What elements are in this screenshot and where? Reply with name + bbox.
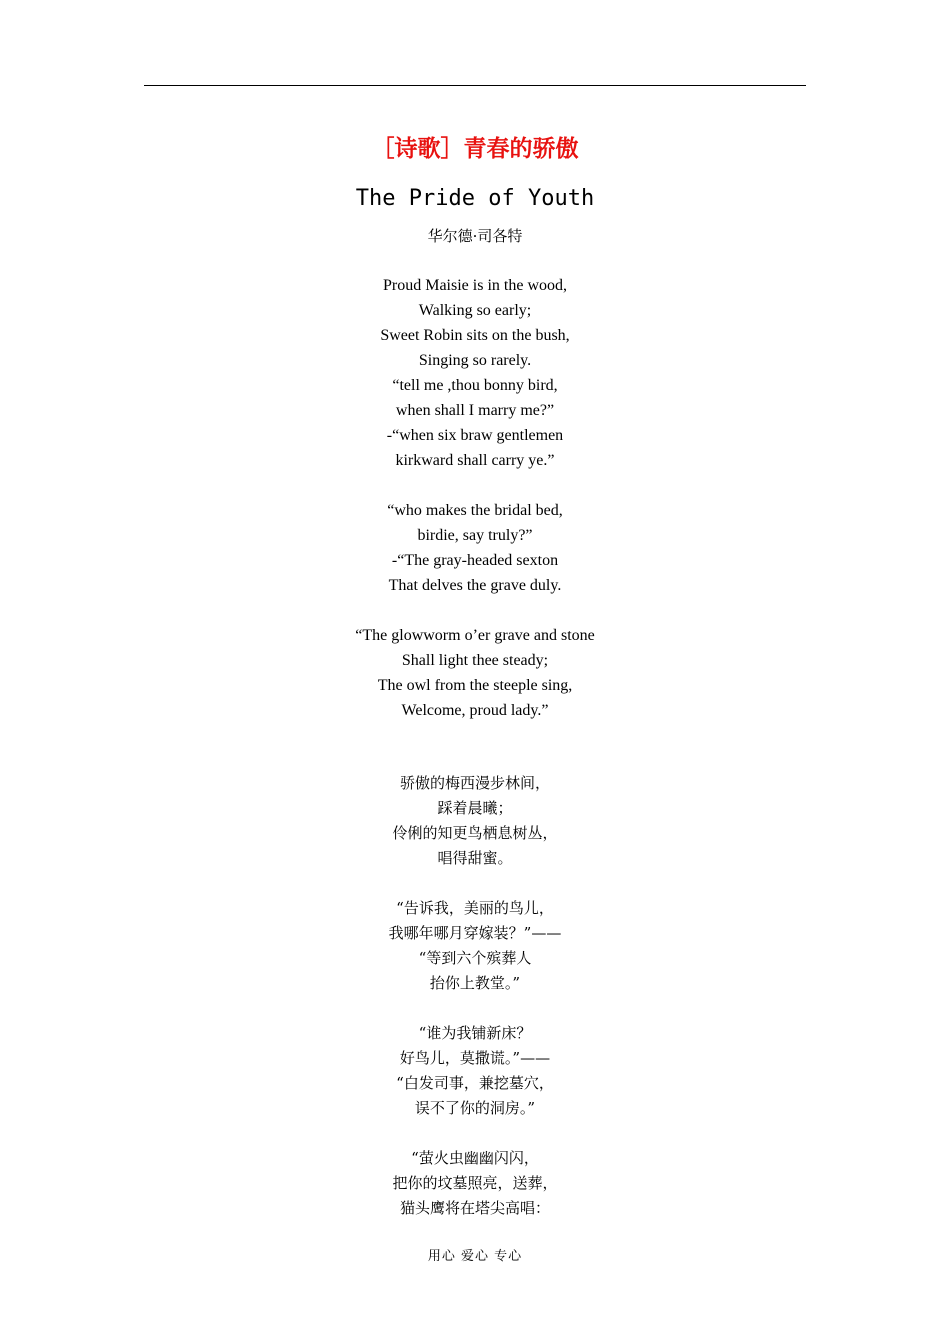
- poem-line: when shall I marry me?”: [395, 402, 555, 419]
- poem-line: 误不了你的洞房。”: [414, 1099, 536, 1117]
- poem-line: Shall light thee steady;: [401, 652, 549, 669]
- poem-line: 踩着晨曦；: [437, 799, 513, 817]
- poem-line: “谁为我铺新床？: [418, 1024, 532, 1042]
- poem-line: birdie, say truly?”: [417, 527, 533, 544]
- poem-stanza: [0, 498, 950, 598]
- poem-line: 伶俐的知更鸟栖息树丛，: [392, 824, 558, 842]
- poem-line: Welcome, proud lady.”: [401, 702, 549, 719]
- poem-line: 我哪年哪月穿嫁装？”——: [388, 924, 562, 942]
- poem-stanza: [0, 896, 950, 996]
- poem-line: “告诉我，美丽的鸟儿，: [396, 899, 554, 917]
- poem-line: Proud Maisie is in the wood,: [383, 277, 567, 294]
- poem-line: -“The gray-headed sexton: [391, 552, 559, 569]
- poem-stanza: [0, 273, 950, 473]
- poem-line: Sweet Robin sits on the bush,: [380, 327, 570, 344]
- poem-stanza: [0, 1146, 950, 1221]
- poem-line: -“when six braw gentlemen: [386, 427, 564, 444]
- english-poem: [0, 273, 950, 748]
- poem-line: That delves the grave duly.: [388, 577, 562, 594]
- poem-line: 猫头鹰将在塔尖高唱：: [399, 1199, 550, 1217]
- poem-line: “The glowworm o’er grave and stone: [355, 627, 595, 644]
- poem-line: “萤火虫幽幽闪闪，: [411, 1149, 539, 1167]
- poem-line: The owl from the steeple sing,: [377, 677, 573, 694]
- chinese-title: ［诗歌］青春的骄傲: [371, 136, 579, 162]
- poem-line: 把你的坟墓照亮，送葬，: [392, 1174, 558, 1192]
- poem-line: kirkward shall carry ye.”: [395, 452, 555, 469]
- author-name: 华尔德·司各特: [427, 227, 523, 245]
- poem-stanza: [0, 1021, 950, 1121]
- poem-line: 骄傲的梅西漫步林间，: [399, 774, 550, 792]
- page-footer: 用心 爱心 专心: [427, 1249, 523, 1264]
- poem-stanza: [0, 771, 950, 871]
- poem-line: “等到六个殡葬人: [418, 949, 532, 967]
- poem-stanza: [0, 623, 950, 723]
- poem-line: Singing so rarely.: [418, 352, 532, 369]
- header-rule: [144, 85, 806, 86]
- poem-line: Walking so early;: [418, 302, 532, 319]
- poem-line: 好鸟儿，莫撒谎。”——: [399, 1049, 551, 1067]
- poem-line: “白发司事，兼挖墓穴，: [396, 1074, 554, 1092]
- poem-line: 抬你上教堂。”: [429, 974, 521, 992]
- english-title: The Pride of Youth: [355, 186, 595, 211]
- chinese-poem: [0, 771, 950, 1246]
- poem-line: “tell me ,thou bonny bird,: [392, 377, 558, 394]
- poem-line: “who makes the bridal bed,: [387, 502, 563, 519]
- poem-line: 唱得甜蜜。: [437, 849, 513, 867]
